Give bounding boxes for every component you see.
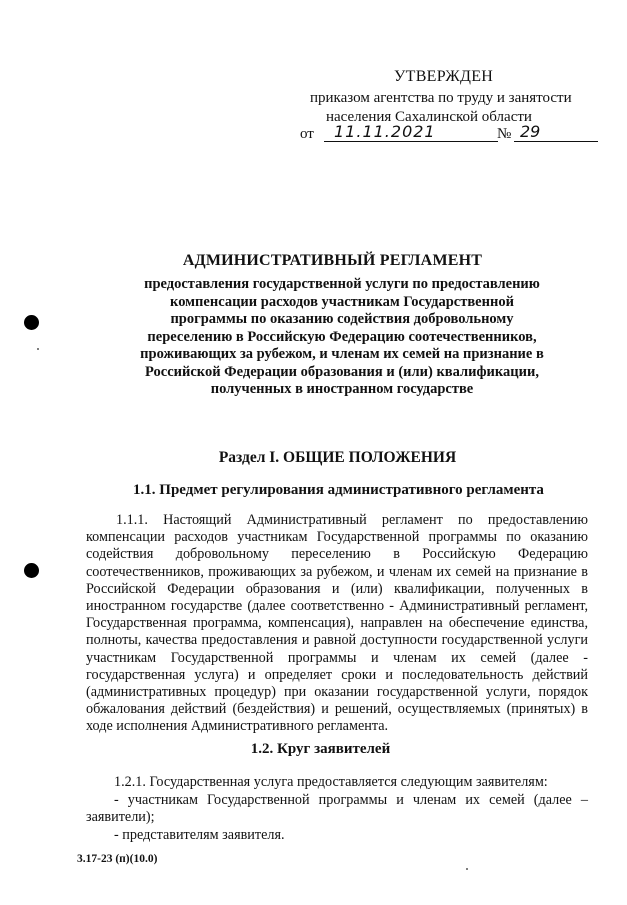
scan-speck [466,868,468,870]
approval-order-line: приказом агентства по труду и занятости [310,90,572,106]
paragraph: 1.1.1. Настоящий Административный регламент по предоставлению компенсации расходов участникам Государственной программы по оказанию содействия добровольному переселению в Российскую Федерацию соотечественников, проживающих за рубежом, и членам их семей на признание в Российской Федерации образования и (или) квалификации, полученных в иностранном государстве (далее соответственно - Административный регламент, Государственная программа, компенсация), направлен на обеспечение единства, полноты, качества предоставления и равной доступности государственной услуги участникам Государственной программы и членам их семей (далее - государственная услуга) и определяет сроки и последовательность действий (административных процедур) при оказании государственной услуги, порядок обжалования действий (бездействия) и решений, осуществляемых (принятых) в ходе исполнения Административного регламента. [86,512,588,735]
subsection-title: 1.2. Круг заявителей [250,741,391,757]
document-subtitle: предоставления государственной услуги по предоставлению компенсации расходов участникам Государственной программы по оказанию содействия добровольному переселению в Российскую Федерацию соотечественников, проживающих за рубежом, и членам их семей на признание в Российской Федерации образования и (или) квалификации, полученных в иностранном государстве [140,276,544,397]
number-label: № [497,126,512,142]
approval-agency-line: населения Сахалинской области [326,109,532,125]
approval-number: 29 [514,121,598,142]
punch-hole [24,563,39,578]
list-item: - представителям заявителя. [114,826,285,843]
scan-speck [37,348,39,350]
applicants-block [86,774,588,844]
from-label: от [300,126,314,142]
approval-date-row [300,124,600,148]
section-title: Раздел I. ОБЩИЕ ПОЛОЖЕНИЯ [218,449,457,466]
footer-code: 3.17-23 (п)(10.0) [77,853,158,865]
document-title: АДМИНИСТРАТИВНЫЙ РЕГЛАМЕНТ [182,252,483,269]
punch-hole [24,315,39,330]
approval-title: УТВЕРЖДЕН [394,68,494,85]
paragraph: 1.2.1. Государственная услуга предоставляется следующим заявителям: [114,774,548,790]
list-item: - участникам Государственной программы и членам их семей (далее – заявители); [86,791,588,825]
approval-date: 11.11.2021 [324,121,498,142]
subsection-title: 1.1. Предмет регулирования административного регламента [133,482,544,498]
